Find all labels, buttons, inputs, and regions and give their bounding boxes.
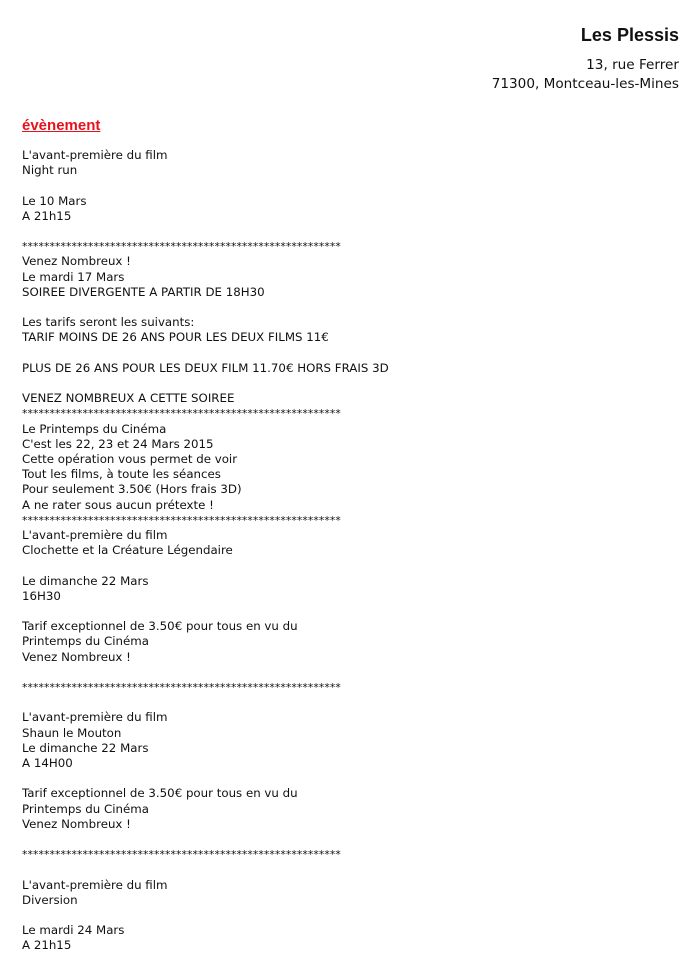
event-lines: [22, 148, 682, 954]
address-street: 13, rue Ferrer: [586, 57, 679, 73]
blank-line: [22, 558, 682, 573]
text-line: Le dimanche 22 Mars: [22, 573, 149, 588]
text-line: Night run: [22, 163, 78, 178]
separator-line: **********************************************************: [22, 848, 341, 862]
blank-line: [22, 604, 682, 619]
text-line: A 14H00: [22, 755, 73, 770]
text-line: PLUS DE 26 ANS POUR LES DEUX FILM 11.70€ HORS FRAIS 3D: [22, 360, 389, 375]
text-line: Venez Nombreux !: [22, 816, 131, 831]
blank-line: [22, 832, 682, 847]
text-line: A 21h15: [22, 938, 72, 953]
section-title: évènement: [22, 117, 101, 134]
venue-name: Les Plessis: [580, 25, 679, 45]
blank-line: [22, 862, 682, 877]
text-line: L'avant-première du film: [22, 877, 168, 892]
text-line: Printemps du Cinéma: [22, 634, 149, 649]
blank-line: [22, 771, 682, 786]
separator-line: **********************************************************: [22, 680, 341, 694]
text-line: Cette opération vous permet de voir: [22, 451, 238, 466]
text-line: Diversion: [22, 892, 78, 907]
text-line: Le mardi 17 Mars: [22, 269, 125, 284]
text-line: A 21h15: [22, 208, 72, 223]
text-line: A ne rater sous aucun prétexte !: [22, 497, 214, 512]
text-line: Printemps du Cinéma: [22, 801, 149, 816]
text-line: Les tarifs seront les suivants:: [22, 315, 195, 330]
venue-header: [492, 24, 679, 94]
text-line: Pour seulement 3.50€ (Hors frais 3D): [22, 482, 242, 497]
separator-line: **********************************************************: [22, 240, 341, 254]
blank-line: [22, 376, 682, 391]
blank-line: [22, 224, 682, 239]
text-line: Tarif exceptionnel de 3.50€ pour tous en vu du: [22, 786, 298, 801]
text-line: Venez Nombreux !: [22, 254, 131, 269]
text-line: C'est les 22, 23 et 24 Mars 2015: [22, 436, 214, 451]
separator-line: **********************************************************: [22, 513, 341, 527]
text-line: L'avant-première du film: [22, 710, 168, 725]
blank-line: [22, 665, 682, 680]
text-line: VENEZ NOMBREUX A CETTE SOIREE: [22, 391, 235, 406]
text-line: Le mardi 24 Mars: [22, 923, 125, 938]
text-line: Shaun le Mouton: [22, 725, 122, 740]
text-line: Le dimanche 22 Mars: [22, 740, 149, 755]
text-line: Clochette et la Créature Légendaire: [22, 543, 233, 558]
document-content: [22, 116, 682, 954]
blank-line: [22, 695, 682, 710]
text-line: 16H30: [22, 588, 61, 603]
text-line: SOIREE DIVERGENTE A PARTIR DE 18H30: [22, 284, 265, 299]
text-line: Venez Nombreux !: [22, 649, 131, 664]
address-city: 71300, Montceau-les-Mines: [491, 76, 679, 92]
separator-line: **********************************************************: [22, 407, 341, 421]
text-line: L'avant-première du film: [22, 528, 168, 542]
blank-line: [22, 346, 682, 361]
blank-line: [22, 300, 682, 315]
text-line: L'avant-première du film: [22, 148, 168, 162]
text-line: Tarif exceptionnel de 3.50€ pour tous en vu du: [22, 619, 298, 634]
blank-line: [22, 908, 682, 923]
text-line: Le Printemps du Cinéma: [22, 421, 167, 436]
text-line: TARIF MOINS DE 26 ANS POUR LES DEUX FILMS 11€: [22, 330, 329, 345]
text-line: Le 10 Mars: [22, 193, 87, 208]
text-line: Tout les films, à toute les séances: [22, 467, 221, 482]
blank-line: [22, 178, 682, 193]
